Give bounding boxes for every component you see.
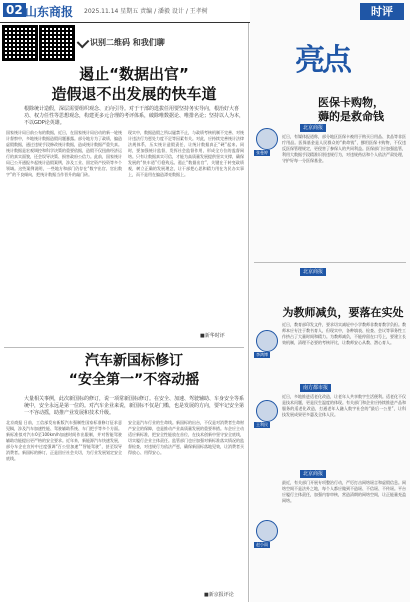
portrait-label: 王利民 bbox=[256, 422, 268, 427]
item-divider bbox=[254, 262, 406, 263]
section-tag: 时评 bbox=[360, 3, 404, 20]
page-number: 02 bbox=[3, 3, 26, 17]
column-logo bbox=[295, 35, 365, 77]
article2-body-right: 安全是汽车行业的生命线。新国标的出台，不仅是对消费者生命财产安全的保障，也是推动产业高质量发展的重要举措。车企应主动适应新标准，把安全性能放在首位，在技术创新中坚守安全底线，切实履行企业主体责任。监管部门也应加强对新标准落实情况的监督检查，对违规行为依法严惩，确保新国标落地见效，让消费者买得放心、用得安心。 bbox=[128, 420, 244, 455]
article2-headline-line2: “安全第一”不容动摇 bbox=[68, 372, 200, 388]
column-divider bbox=[248, 23, 249, 602]
avatar bbox=[256, 520, 278, 542]
article2-byline: ■新京报评论 bbox=[204, 592, 234, 598]
item1-source: 北京商报 bbox=[300, 124, 326, 132]
item2-source: 北京商报 bbox=[300, 268, 326, 276]
item2-title-line2: 要落在实处 bbox=[348, 306, 404, 319]
item4-body: 最近，有关部门开展专项整治行动，严厉打击网络谣言和虚假信息。网络空间不是法外之地，每个人都应做到不造谣、不信谣、不传谣。平台应履行主体责任，加强内容审核，营造清朗的网络空间，让正能量充盈网络。 bbox=[282, 480, 406, 503]
article1-body-right: 现实中，数据造假之所以屡禁不止，与政绩考核机制不完善、对统计违法行为惩处力度不足等因素有关。对此，应持续完善统计法律法规体系，压实统计造假责任，让统计数据真正“硬”起来。同时，要加强统计监督，发挥社会监督作用，形成全方位的监督网络。只有让数据真实可信，才能为高质量发展提供坚实支撑，确保发展的“快车道”行稳致远。遏止“数据出官”，关键在于转变政绩观，树立正确的发展理念，让干部把心思和精力用在为民办实事上，而不是用在编造漂亮数据上。 bbox=[128, 130, 244, 177]
article1-headline-line2: 造假退不出发展的快车道 bbox=[51, 85, 217, 103]
avatar bbox=[256, 400, 278, 422]
article1-headline bbox=[20, 64, 248, 104]
item1-title-line2: 薅的是救命钱 bbox=[318, 110, 384, 123]
item1-title-line1: 医保卡购物， bbox=[318, 96, 384, 109]
article2-headline bbox=[24, 352, 244, 390]
newspaper-name: 山东商报 bbox=[25, 5, 74, 19]
article2-body-left: 北京商报 日前，工信部发布新版汽车强制性国家标准修订征求意见稿，涉及汽车加速性能、驾驶辅助系统、车门把手等多个方面。新标准拟对汽车0至100km/h加速时间作出限制，并对智能驾驶辅助功能提出更严格的安全要求。近年来，新能源汽车快速发展，部分车企在宣传中过度强调“百公里加速”“智能驾驶”，甚至误导消费者。新国标的修订，正是回应社会关切，为行业发展划定安全底线。 bbox=[6, 420, 122, 461]
avatar bbox=[256, 128, 278, 150]
article1-headline-line1: 遏止“数据出官” bbox=[79, 65, 189, 83]
article1-deck: 根除统计造假，深层需要组织观念、正向引导。对于干部的选拔任用要坚持务实导向，根治好大喜功、权力任性等思想观念，构建更多元合理的考评体系，破除唯数据论、唯排名论；坚持以人为本，不以GDP论英雄。 bbox=[24, 106, 245, 126]
qr-note: 识别二维码 和我们聊 bbox=[90, 38, 165, 47]
item1-title bbox=[296, 96, 406, 124]
issue-meta: 2025.11.14 星期五 责编 / 潘毅 设计 / 王孝树 bbox=[84, 8, 208, 15]
item2-title bbox=[280, 306, 406, 320]
item4-source: 北京商报 bbox=[300, 470, 326, 478]
arrow-icon bbox=[77, 36, 90, 49]
portrait-label: 赵小雨 bbox=[256, 542, 268, 547]
column-logo-text: 亮点 bbox=[295, 43, 349, 78]
item2-body: 近日，教育部印发文件，要求切实减轻中小学教师非教育教学负担。教师本应专注于教书育人，但现实中，各种填表、检查、会议等事务性工作挤占了大量时间和精力。为教师减负，不能停留在口号上，要建立长效机制，清理不必要的考核评比，让教师安心从教、潜心育人。 bbox=[282, 322, 406, 345]
article-divider bbox=[4, 347, 244, 348]
portrait-label: 李鸿博 bbox=[256, 352, 268, 357]
avatar bbox=[256, 330, 278, 352]
item1-body: 近日，有媒体报道称，部分地区医保卡被用于购买日用品、食品等非医疗用品。医保基金是人民群众的“救命钱”，挪用医保卡购物，不仅违反医保管理规定，更侵害了参保人的共同利益。医保部门应加强监管，利用大数据手段精准识别违规行为，对违规药店和个人依法严肃处理，守护好每一分医保基金。 bbox=[282, 134, 406, 163]
article2-headline-line1: 汽车新国标修订 bbox=[85, 353, 183, 369]
article2-deck: 大量相关事例，此次新国标的修订，说一项常新国标修订。在安全、加速、驾驶辅助、车身安全等系统中，安全永远是第一位的。对汽车企业来说，新国标不仅是门槛，也是发展的方向，要牢记安全第一不容动摇，助推产业发展和技术升级。 bbox=[24, 396, 245, 416]
qr-code-icon bbox=[2, 25, 38, 61]
item3-source: 南方都市报 bbox=[300, 384, 331, 392]
item2-title-line1: 为教师减负， bbox=[282, 306, 349, 319]
item3-body: 近日，多地推进适老化改造，让老年人共享数字生活便利。适老化不仅是技术问题，更是民生温度的体现。有关部门和企业应持续推进产品和服务的适老化改造，打通老年人融入数字社会的“最后一公里”，让科技发展成果更多惠及全体人民。 bbox=[282, 394, 406, 417]
portrait-label: 张曼婷 bbox=[256, 150, 268, 155]
article1-body-left: 国家统计局日前公布的数据，近日，在国家统计局启动的新一轮统计督察中，多地统计数据造假问题暴露。部分地方为了政绩，编造虚假数据，通过违规手段修改统计数据，造成统计数据严重失真。统计数据是宏观调控和科学决策的重要依据，造假不仅扭曲经济运行的真实面貌，还会误导决策、损害政府公信力。此前，国家统计局已公开通报多起统计造假案例，涉及工业、固定资产投资等多个领域。这些案例说明，一些地方和部门仍存在“数字出官、官出数字”的不良倾向，把统计数据当作晋升的敲门砖。 bbox=[6, 130, 122, 177]
qr-code-icon bbox=[39, 25, 75, 61]
article1-byline: ■新华时评 bbox=[200, 333, 225, 339]
